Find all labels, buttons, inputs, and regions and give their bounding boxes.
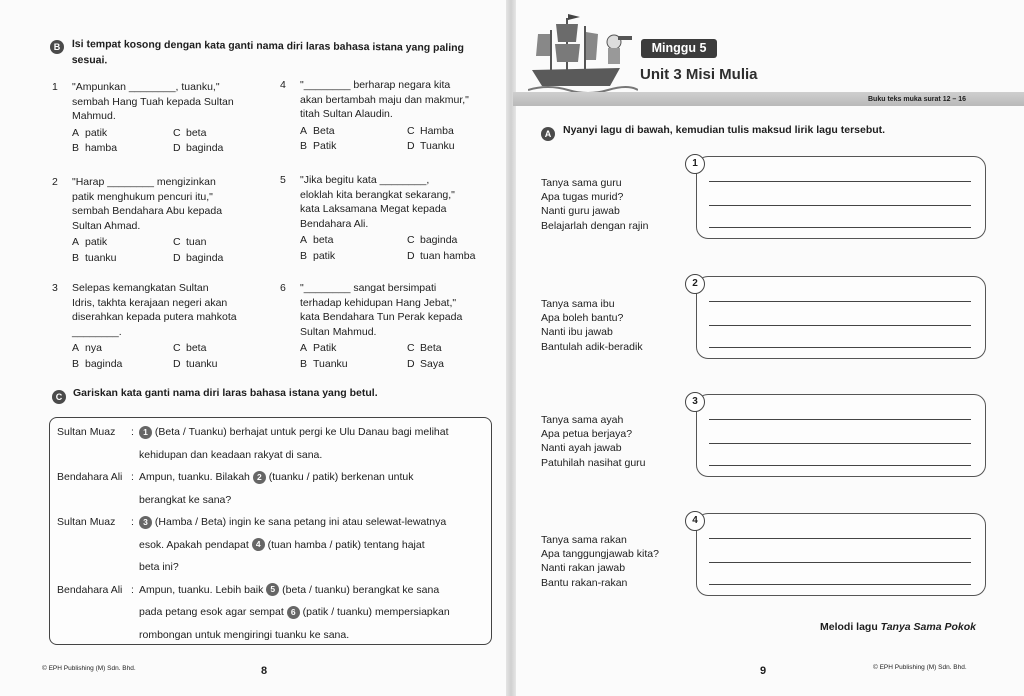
- dialogue-text[interactable]: (patik / tuanku) mempersiapkan: [299, 606, 450, 618]
- lyric-line: Apa boleh bantu?: [541, 312, 624, 325]
- option-text: Tuanku: [420, 140, 455, 152]
- lyric-line: Apa petua berjaya?: [541, 428, 633, 441]
- dialogue-content: [57, 421, 489, 646]
- dialogue-line: [57, 556, 489, 579]
- blank-number-badge: 4: [252, 538, 265, 551]
- option-a[interactable]: [300, 233, 333, 248]
- question-line: akan bertambah maju dan makmur,": [300, 93, 469, 106]
- option-d[interactable]: [173, 251, 223, 266]
- answer-line[interactable]: [709, 443, 971, 444]
- section-b-instruction-line1: Isi tempat kosong dengan kata ganti nama diri laras bahasa istana yang paling: [71, 37, 465, 55]
- option-letter: C: [407, 342, 415, 354]
- left-copyright: © EPH Publishing (M) Sdn. Bhd.: [42, 665, 136, 672]
- option-text: Patik: [313, 140, 337, 152]
- right-page-number: 9: [760, 665, 767, 677]
- answer-line[interactable]: [709, 347, 971, 348]
- dialogue-text[interactable]: Ampun, tuanku. Lebih baik: [139, 583, 267, 596]
- blank-number-badge: 3: [139, 516, 152, 529]
- lyric-line: Patuhilah nasihat guru: [541, 456, 646, 469]
- lyric-line: Tanya sama guru: [541, 177, 622, 189]
- option-d[interactable]: [173, 357, 218, 372]
- right-copyright: © EPH Publishing (M) Sdn. Bhd.: [873, 664, 967, 671]
- speaker-name: Bendahara Ali: [57, 583, 123, 596]
- option-text: beta: [313, 234, 334, 246]
- option-text: baginda: [420, 234, 458, 246]
- lyric-line: Tanya sama rakan: [541, 534, 627, 546]
- question-line: Selepas kemangkatan Sultan: [72, 282, 209, 294]
- option-text: nya: [85, 342, 102, 354]
- dialogue-text[interactable]: (tuanku / patik) berkenan untuk: [265, 471, 414, 483]
- melody-title: Tanya Sama Pokok: [880, 621, 976, 633]
- dialogue-text[interactable]: rombongan untuk mengiringi tuanku ke sana.: [139, 628, 350, 641]
- lyric-line: Tanya sama ibu: [541, 298, 615, 310]
- dialogue-line: [57, 511, 489, 534]
- question-line: ________.: [72, 325, 122, 338]
- option-b[interactable]: [300, 357, 348, 372]
- answer-line[interactable]: [709, 181, 971, 182]
- option-text: Hamba: [420, 124, 454, 137]
- dialogue-line: [57, 534, 489, 557]
- speaker-separator: :: [131, 516, 134, 528]
- answer-line[interactable]: [709, 538, 971, 539]
- answer-line[interactable]: [709, 325, 971, 326]
- option-letter: A: [300, 124, 308, 137]
- blank-number-badge: 1: [139, 426, 152, 439]
- option-letter: B: [72, 251, 80, 264]
- answer-line[interactable]: [709, 301, 971, 302]
- option-c[interactable]: [407, 124, 454, 139]
- option-letter: D: [407, 140, 415, 152]
- question-number: 4: [280, 79, 286, 91]
- section-b-heading: [50, 37, 64, 55]
- option-d[interactable]: [407, 249, 475, 264]
- section-c-heading: [52, 387, 66, 405]
- left-page-number: 8: [261, 665, 268, 677]
- option-letter: A: [72, 342, 80, 354]
- option-text: hamba: [85, 142, 118, 154]
- dialogue-box: [49, 417, 492, 645]
- question-line: "Ampunkan ________, tuanku,": [72, 81, 220, 93]
- question-line: terhadap kehidupan Hang Jebat,": [300, 296, 457, 309]
- week-pill: Minggu 5: [641, 39, 717, 58]
- question-line: "Jika begitu kata ________,: [300, 174, 430, 186]
- question-number: 6: [280, 282, 286, 294]
- option-a[interactable]: [72, 341, 102, 356]
- question-line: "Harap ________ mengizinkan: [72, 176, 216, 188]
- lyric-line: Nanti ayah jawab: [541, 442, 622, 455]
- option-letter: C: [407, 124, 415, 137]
- option-b[interactable]: [72, 357, 122, 372]
- option-text: Patik: [313, 342, 337, 354]
- dialogue-text[interactable]: (tuan hamba / patik) tentang hajat: [264, 538, 425, 551]
- option-b[interactable]: [72, 141, 117, 156]
- question-number: 5: [280, 174, 286, 186]
- speaker-separator: :: [131, 426, 134, 438]
- unit-label: Unit 3: [640, 66, 682, 83]
- option-text: baginda: [85, 357, 123, 370]
- option-c[interactable]: [407, 341, 442, 356]
- speaker-name: Sultan Muaz: [57, 516, 116, 528]
- option-letter: C: [407, 234, 415, 246]
- option-letter: A: [300, 342, 308, 354]
- unit-title: Misi Mulia: [685, 66, 758, 83]
- question-line: Idris, takhta kerajaan negeri akan: [72, 296, 228, 309]
- question-line: sembah Bendahara Abu kepada: [72, 205, 223, 217]
- option-letter: D: [173, 142, 181, 154]
- dialogue-text[interactable]: beta ini?: [139, 561, 179, 573]
- answer-line[interactable]: [709, 584, 971, 585]
- dialogue-text[interactable]: (Hamba / Beta) ingin ke sana petang ini atau selewat-lewatnya: [152, 516, 447, 528]
- section-b-badge: B: [50, 40, 64, 54]
- stanza-number-badge: 4: [685, 511, 705, 531]
- option-d[interactable]: [407, 357, 444, 372]
- option-c[interactable]: [407, 233, 457, 248]
- section-a-instruction: Nyanyi lagu di bawah, kemudian tulis maksud lirik lagu tersebut.: [563, 124, 886, 136]
- dialogue-text[interactable]: berangkat ke sana?: [139, 493, 232, 506]
- option-a[interactable]: [72, 126, 107, 141]
- option-letter: A: [72, 236, 80, 248]
- option-text: tuan hamba: [420, 249, 476, 262]
- stanza-number-badge: 2: [685, 274, 705, 294]
- option-text: tuanku: [85, 251, 117, 264]
- question-line: kata Bendahara Tun Perak kepada: [300, 311, 463, 323]
- option-text: baginda: [186, 251, 224, 264]
- dialogue-line: [57, 444, 489, 467]
- option-text: patik: [85, 126, 108, 139]
- option-text: beta: [186, 126, 207, 139]
- option-letter: C: [173, 342, 181, 354]
- section-a-heading: [541, 124, 555, 142]
- dialogue-text[interactable]: esok. Apakah pendapat: [139, 538, 252, 551]
- speaker-separator: :: [131, 471, 134, 483]
- question-line: Bendahara Ali.: [300, 217, 369, 230]
- answer-line[interactable]: [709, 419, 971, 420]
- lyric-stanza: [541, 533, 659, 590]
- option-letter: B: [300, 140, 308, 152]
- option-b[interactable]: [72, 251, 117, 266]
- lyric-line: Tanya sama ayah: [541, 414, 624, 426]
- option-text: Saya: [420, 357, 444, 370]
- question-line: eloklah kita berangkat sekarang,": [300, 188, 455, 201]
- answer-box[interactable]: [696, 394, 986, 477]
- lyric-line: Bantu rakan-rakan: [541, 576, 628, 589]
- answer-box[interactable]: [696, 276, 986, 359]
- textbook-reference: Buku teks muka surat 12 – 16: [868, 96, 967, 103]
- option-letter: C: [173, 126, 181, 139]
- option-letter: D: [173, 251, 181, 264]
- question-line: Mahmud.: [72, 110, 116, 122]
- section-b-instruction-line2: sesuai.: [71, 53, 108, 67]
- speaker-separator: :: [131, 583, 134, 596]
- option-a[interactable]: [300, 124, 335, 139]
- question-line: "________ sangat bersimpati: [300, 282, 437, 294]
- option-c[interactable]: [173, 126, 206, 141]
- option-a[interactable]: [300, 341, 336, 356]
- ship-illustration: [528, 12, 638, 96]
- dialogue-text[interactable]: Ampun, tuanku. Bilakah: [139, 471, 253, 483]
- melody-note: [820, 621, 976, 633]
- option-letter: D: [407, 357, 415, 370]
- lyric-stanza: [541, 297, 643, 354]
- option-text: Beta: [313, 124, 335, 137]
- answer-line[interactable]: [709, 562, 971, 563]
- stanza-number-badge: 3: [685, 392, 705, 412]
- answer-box[interactable]: [696, 513, 986, 596]
- lyric-stanza: [541, 176, 648, 233]
- option-c[interactable]: [173, 235, 206, 250]
- option-letter: D: [173, 357, 181, 370]
- option-text: beta: [186, 342, 207, 354]
- dialogue-line: [57, 579, 489, 602]
- question-line: diserahkan kepada putera mahkota: [72, 311, 237, 323]
- answer-line[interactable]: [709, 205, 971, 206]
- answer-line[interactable]: [709, 227, 971, 228]
- question-number: 2: [52, 176, 58, 188]
- question-line: patik menghukum pencuri itu,": [72, 190, 213, 203]
- lyric-line: Bantulah adik-beradik: [541, 340, 643, 353]
- option-text: tuan: [186, 236, 207, 248]
- question-number: 1: [52, 81, 58, 93]
- option-text: patik: [85, 236, 108, 248]
- option-letter: B: [72, 357, 80, 370]
- option-letter: C: [173, 236, 181, 248]
- question-line: titah Sultan Alaudin.: [300, 108, 393, 120]
- dialogue-text[interactable]: (beta / tuanku) berangkat ke sana: [279, 583, 440, 596]
- dialogue-text[interactable]: (Beta / Tuanku) berhajat untuk pergi ke Ulu Danau bagi melihat: [152, 426, 449, 438]
- option-letter: A: [300, 234, 308, 246]
- option-letter: B: [300, 357, 308, 370]
- dialogue-line: [57, 489, 489, 512]
- lyric-line: Apa tanggungjawab kita?: [541, 548, 659, 561]
- dialogue-text[interactable]: pada petang esok agar sempat: [139, 606, 287, 618]
- stanza-number-badge: 1: [685, 154, 705, 174]
- question-line: sembah Hang Tuah kepada Sultan: [72, 95, 234, 108]
- option-letter: B: [72, 142, 80, 154]
- section-c-badge: C: [52, 390, 66, 404]
- option-c[interactable]: [173, 341, 206, 356]
- lyric-line: Nanti ibu jawab: [541, 326, 613, 339]
- option-text: Beta: [420, 342, 442, 354]
- option-letter: D: [407, 249, 415, 262]
- option-b[interactable]: [300, 139, 336, 154]
- lyric-line: Belajarlah dengan rajin: [541, 219, 649, 232]
- option-d[interactable]: [407, 139, 455, 154]
- lyric-line: Nanti rakan jawab: [541, 562, 626, 575]
- speaker-name: Bendahara Ali: [57, 471, 123, 483]
- question-number: 3: [52, 282, 58, 294]
- option-b[interactable]: [300, 249, 335, 264]
- question-line: Sultan Ahmad.: [72, 219, 141, 232]
- section-c-instruction: Gariskan kata ganti nama diri laras bahasa istana yang betul.: [73, 387, 378, 399]
- dialogue-text[interactable]: kehidupan dan keadaan rakyat di sana.: [139, 448, 323, 461]
- option-letter: A: [72, 126, 80, 139]
- lyric-line: Apa tugas murid?: [541, 191, 624, 204]
- blank-number-badge: 6: [287, 606, 300, 619]
- dialogue-line: [57, 466, 489, 489]
- option-text: Tuanku: [313, 357, 348, 370]
- section-a-badge: A: [541, 127, 555, 141]
- option-text: baginda: [186, 142, 224, 154]
- dialogue-line: [57, 421, 489, 444]
- answer-line[interactable]: [709, 465, 971, 466]
- option-a[interactable]: [72, 235, 107, 250]
- blank-number-badge: 2: [253, 471, 266, 484]
- answer-box[interactable]: [696, 156, 986, 239]
- dialogue-line: [57, 601, 489, 624]
- speaker-name: Sultan Muaz: [57, 426, 116, 438]
- lyric-stanza: [541, 413, 646, 470]
- question-line: "________ berharap negara kita: [300, 79, 451, 91]
- melody-prefix: Melodi lagu: [820, 621, 881, 633]
- dialogue-line: [57, 624, 489, 647]
- option-d[interactable]: [173, 141, 223, 156]
- blank-number-badge: 5: [266, 583, 279, 596]
- option-text: patik: [313, 249, 336, 262]
- question-line: kata Laksamana Megat kepada: [300, 203, 447, 215]
- option-letter: B: [300, 249, 308, 262]
- question-line: Sultan Mahmud.: [300, 325, 377, 338]
- lyric-line: Nanti guru jawab: [541, 205, 620, 218]
- option-text: tuanku: [186, 357, 218, 370]
- unit-heading: [640, 66, 758, 83]
- section-b-instruction: [72, 36, 492, 72]
